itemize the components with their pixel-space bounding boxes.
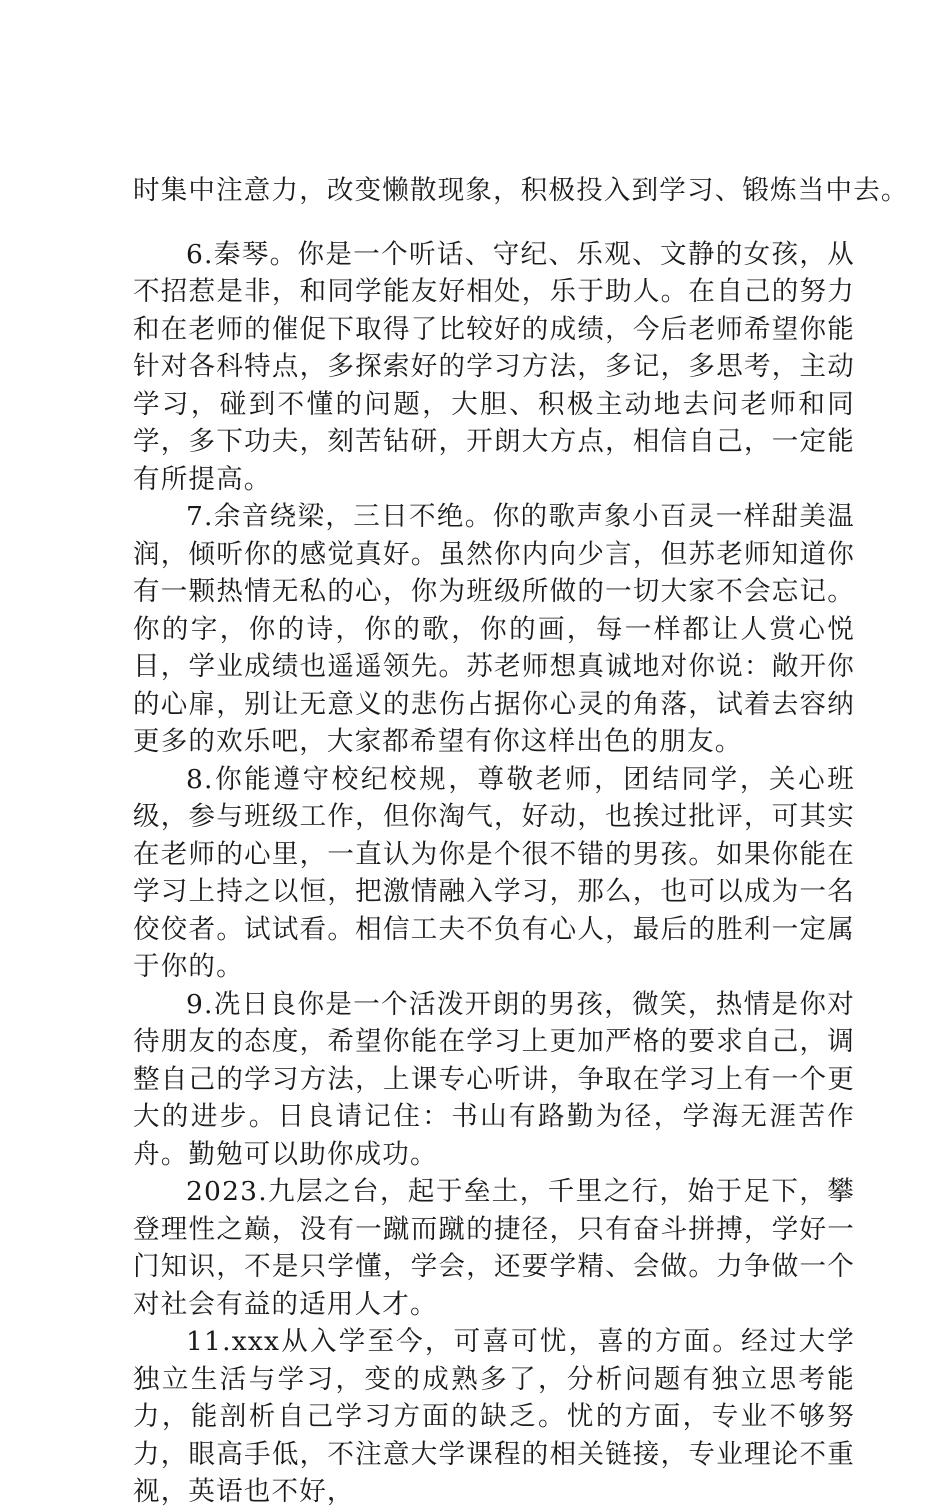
paragraph-item-6: 6.秦琴。你是一个听话、守纪、乐观、文静的女孩，从不招惹是非，和同学能友好相处，乐于助人。在自己的努力和在老师的催促下取得了比较好的成绩，今后老师希望你能针对各科特点，多探索好的学习方法，多记，多思考，主动学习，碰到不懂的问题，大胆、积极主动地去问老师和同学，多下功夫，刻苦钻研，开朗大方点，相信自己，一定能有所提高。 [133,238,855,495]
paragraph-item-11: 11.xxx从入学至今，可喜可忧，喜的方面。经过大学独立生活与学习，变的成熟多了，分析问题有独立思考能力，能剖析自己学习方面的缺乏。忧的方面，专业不够努力，眼高手低，不注意大学课程的相关链接，专业理论不重视，英语也不好， [133,1326,855,1507]
paragraph-item-2023: 2023.九层之台，起于垒土，千里之行，始于足下，攀登理性之巅，没有一蹴而蹴的捷径，只有奋斗拼搏，学好一门知识，不是只学懂，学会，还要学精、会做。力争做一个对社会有益的适用人才。 [133,1176,855,1320]
paragraph-item-8: 8.你能遵守校纪校规，尊敬老师，团结同学，关心班级，参与班级工作，但你淘气，好动，也挨过批评，可其实在老师的心里，一直认为你是个很不错的男孩。如果你能在学习上持之以恒，把激情融入学习，那么，也可以成为一名佼佼者。试试看。相信工夫不负有心人，最后的胜利一定属于你的。 [133,763,855,982]
paragraph-item-7: 7.余音绕梁，三日不绝。你的歌声象小百灵一样甜美温润，倾听你的感觉真好。虽然你内向少言，但苏老师知道你有一颗热情无私的心，你为班级所做的一切大家不会忘记。你的字，你的诗，你的歌，你的画，每一样都让人赏心悦目，学业成绩也遥遥领先。苏老师想真诚地对你说：敞开你的心扉，别让无意义的悲伤占据你心灵的角落，试着去容纳更多的欢乐吧，大家都希望有你这样出色的朋友。 [133,501,855,757]
document-body [133,172,909,1511]
paragraph-item-9: 9.冼日良你是一个活泼开朗的男孩，微笑，热情是你对待朋友的态度，希望你能在学习上更加严格的要求自己，调整自己的学习方法，上课专心听讲，争取在学习上有一个更大的进步。日良请记住：书山有路勤为径，学海无涯苦作舟。勤勉可以助你成功。 [133,988,855,1170]
paragraph-continuation: 时集中注意力，改变懒散现象，积极投入到学习、锻炼当中去。 [133,175,909,206]
